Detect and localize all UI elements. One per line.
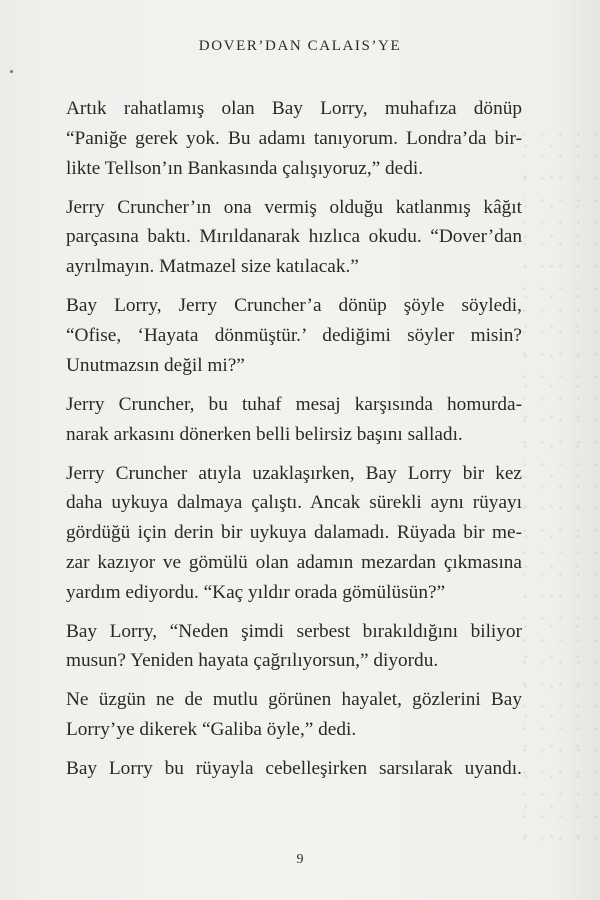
running-header: DOVER’DAN CALAIS’YE [198,38,402,54]
text-line: zar kazıyor ve gömülü olan adamın mezardan çıkmasına [66,551,522,573]
text-line: Bay Lorry, Jerry Cruncher’a dönüp şöyle söyledi, [66,295,522,317]
text-line: gördüğü için derin bir uykuya dalamadı. Rüyada bir me- [66,522,522,544]
body-text [66,94,522,793]
text-line: Bay Lorry bu rüyayla cebelleşirken sarsılarak uyandı. [66,758,522,780]
text-line: narak arkasını dönerken belli belirsiz başını salladı. [66,423,463,445]
text-line: Unutmazsın değil mi?” [66,354,245,376]
text-line: ayrılmayın. Matmazel size katılacak.” [66,256,359,278]
text-line: yardım ediyordu. “Kaç yıldır orada gömülüsün?” [66,581,446,603]
text-line: Jerry Cruncher, bu tuhaf mesaj karşısında homurda- [66,393,522,415]
paragraph [66,685,522,745]
page-texture [510,130,600,850]
paragraph [66,390,522,450]
text-line: Artık rahatlamış olan Bay Lorry, muhafıza dönüp [66,98,522,119]
text-line: daha uykuya dalmaya çalıştı. Ancak sürekli aynı rüyayı [66,492,522,514]
text-line: Bay Lorry, “Neden şimdi serbest bırakıldığını biliyor [66,620,522,642]
text-line: “Ofise, ‘Hayata dönmüştür.’ dediğimi söyler misin? [66,324,522,346]
paragraph [66,617,522,677]
text-line: “Paniğe gerek yok. Bu adamı tanıyorum. Londra’da bir- [66,127,522,149]
text-line: Ne üzgün ne de mutlu görünen hayalet, gözlerini Bay [66,689,522,711]
text-line: likte Tellson’ın Bankasında çalışıyoruz,” dedi. [66,157,424,179]
text-line: musun? Yeniden hayata çağrılıyorsun,” diyordu. [66,650,439,672]
paragraph [66,291,522,380]
margin-mark [10,70,13,73]
text-line: Jerry Cruncher atıyla uzaklaşırken, Bay Lorry bir kez [66,462,522,484]
text-line: Lorry’ye dikerek “Galiba öyle,” dedi. [66,719,357,741]
text-line: Jerry Cruncher’ın ona vermiş olduğu katlanmış kâğıt [66,196,522,218]
paragraph [66,94,522,183]
page-number: 9 [296,852,304,867]
paragraph [66,754,522,784]
text-line: parçasına baktı. Mırıldanarak hızlıca okudu. “Dover’dan [66,226,522,248]
paragraph [66,193,522,282]
paragraph [66,459,522,608]
